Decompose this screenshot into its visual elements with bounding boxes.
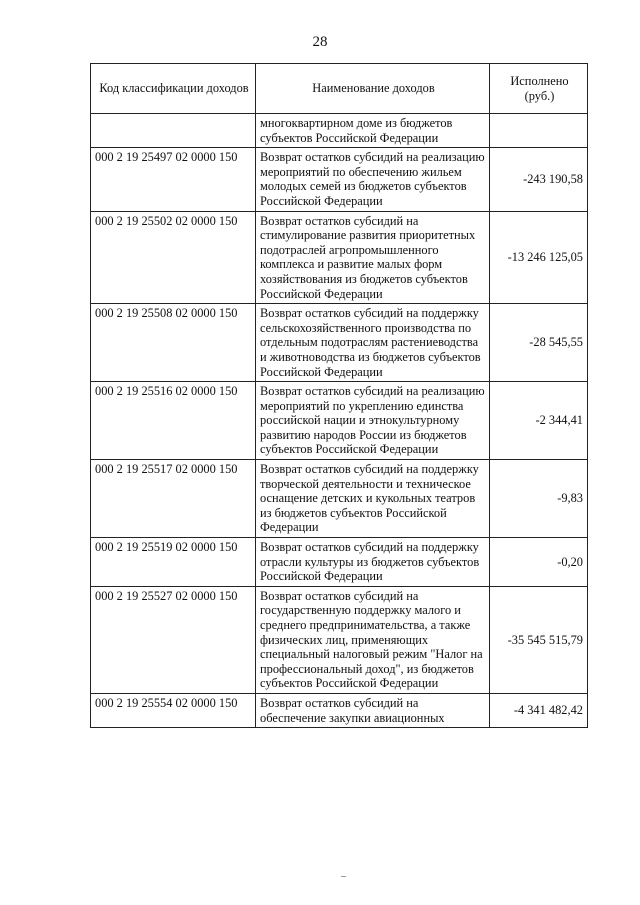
row-amount (490, 114, 588, 148)
scan-mark (341, 876, 346, 877)
row-amount: -13 246 125,05 (490, 211, 588, 304)
row-amount: -2 344,41 (490, 382, 588, 460)
table-row (91, 148, 588, 211)
row-code: 000 2 19 25527 02 0000 150 (91, 586, 256, 693)
table-row (91, 460, 588, 538)
table-header (91, 64, 588, 114)
table-row (91, 114, 588, 148)
table-row (91, 538, 588, 587)
row-name: Возврат остатков субсидий на поддержку сельскохозяйственного производства по отдельным подотраслям растениеводства и животноводства из бюджетов субъектов Российской Федерации (256, 304, 490, 382)
row-name: Возврат остатков субсидий на реализацию мероприятий по укреплению единства российской нации и этнокультурному развитию народов России из бюджетов субъектов Российской Федерации (256, 382, 490, 460)
header-amount: Исполнено (руб.) (490, 64, 588, 114)
table-row (91, 693, 588, 727)
row-name: Возврат остатков субсидий на поддержку творческой деятельности и техническое оснащение детских и кукольных театров из бюджетов субъектов Российской Федерации (256, 460, 490, 538)
row-code: 000 2 19 25517 02 0000 150 (91, 460, 256, 538)
revenue-table (90, 63, 588, 728)
header-row (91, 64, 588, 114)
row-amount: -9,83 (490, 460, 588, 538)
row-amount: -243 190,58 (490, 148, 588, 211)
row-code: 000 2 19 25497 02 0000 150 (91, 148, 256, 211)
row-amount: -35 545 515,79 (490, 586, 588, 693)
row-amount: -28 545,55 (490, 304, 588, 382)
row-code: 000 2 19 25554 02 0000 150 (91, 693, 256, 727)
row-name: Возврат остатков субсидий на стимулирование развития приоритетных подотраслей агропромышленного комплекса и развитие малых форм хозяйствования из бюджетов субъектов Российской Федерации (256, 211, 490, 304)
header-name: Наименование доходов (256, 64, 490, 114)
row-code: 000 2 19 25516 02 0000 150 (91, 382, 256, 460)
row-amount: -0,20 (490, 538, 588, 587)
row-name: Возврат остатков субсидий на поддержку отрасли культуры из бюджетов субъектов Российской Федерации (256, 538, 490, 587)
row-code (91, 114, 256, 148)
row-code: 000 2 19 25519 02 0000 150 (91, 538, 256, 587)
row-name: многоквартирном доме из бюджетов субъектов Российской Федерации (256, 114, 490, 148)
table-row (91, 382, 588, 460)
row-name: Возврат остатков субсидий на реализацию мероприятий по обеспечению жильем молодых семей из бюджетов субъектов Российской Федерации (256, 148, 490, 211)
table-row (91, 304, 588, 382)
row-code: 000 2 19 25502 02 0000 150 (91, 211, 256, 304)
row-name: Возврат остатков субсидий на обеспечение закупки авиационных (256, 693, 490, 727)
row-amount: -4 341 482,42 (490, 693, 588, 727)
table-row (91, 211, 588, 304)
page-number: 28 (312, 34, 328, 50)
header-code: Код классификации доходов (91, 64, 256, 114)
table-row (91, 586, 588, 693)
table-body (91, 114, 588, 728)
row-name: Возврат остатков субсидий на государственную поддержку малого и среднего предпринимательства, а также физических лиц, применяющих специальный налоговый режим "Налог на профессиональный доход", из бюджетов субъектов Российской Федерации (256, 586, 490, 693)
row-code: 000 2 19 25508 02 0000 150 (91, 304, 256, 382)
